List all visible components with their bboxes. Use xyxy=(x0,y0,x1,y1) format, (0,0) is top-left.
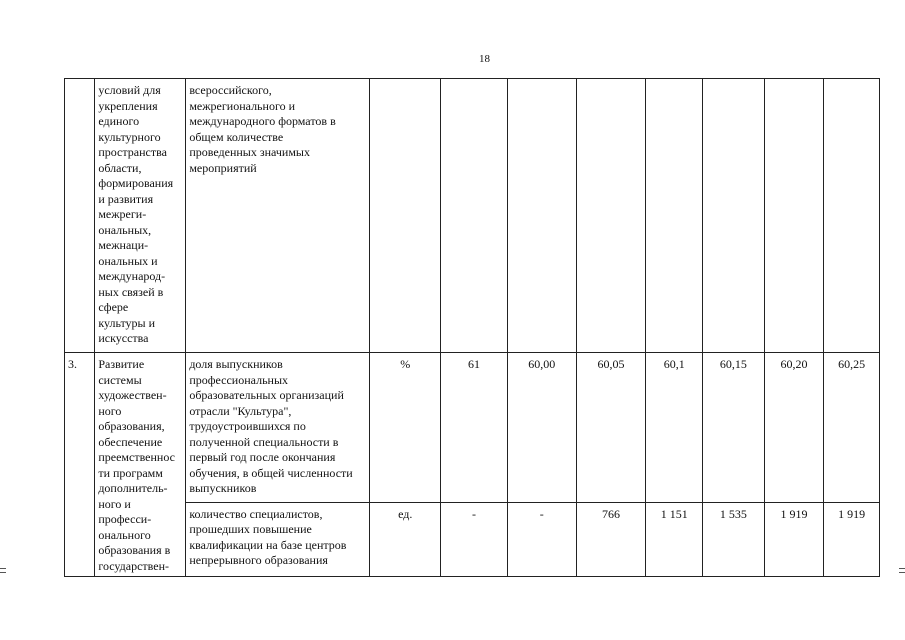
table-row-3-indicator-1 xyxy=(65,353,880,503)
value-cell: - xyxy=(441,502,508,577)
value-cell: - xyxy=(507,502,576,577)
unit-cell xyxy=(370,79,441,353)
value-cell: 1 151 xyxy=(646,502,703,577)
value-cell xyxy=(576,79,646,353)
scan-edge-mark-left xyxy=(0,568,6,573)
indicator-table xyxy=(64,78,880,577)
indicator-cell: доля выпускников профессиональных образовательных организаций отрасли "Культура", трудоустроившихся по полученной специальности в первый год после окончания обучения, в общей численности выпускников xyxy=(186,353,370,503)
unit-cell: % xyxy=(370,353,441,503)
value-cell xyxy=(764,79,824,353)
value-cell: 60,15 xyxy=(703,353,765,503)
value-cell: 60,20 xyxy=(764,353,824,503)
value-cell: 60,25 xyxy=(824,353,880,503)
value-cell: 1 535 xyxy=(703,502,765,577)
value-cell: 60,05 xyxy=(576,353,646,503)
value-cell xyxy=(646,79,703,353)
row-index-cell xyxy=(65,79,95,353)
value-cell: 1 919 xyxy=(824,502,880,577)
scan-edge-mark-right xyxy=(899,568,905,573)
value-cell xyxy=(703,79,765,353)
value-cell: 766 xyxy=(576,502,646,577)
value-cell xyxy=(441,79,508,353)
value-cell: 61 xyxy=(441,353,508,503)
value-cell xyxy=(507,79,576,353)
value-cell: 1 919 xyxy=(764,502,824,577)
table-row-3-indicator-2 xyxy=(65,502,880,577)
goal-cell: условий для укрепления единого культурного пространства области, формирования и развития межреги- ональных, межнаци- ональных и международ- ных связей в сфере культуры и искусства xyxy=(95,79,186,353)
table-row-continuation xyxy=(65,79,880,353)
indicator-cell: всероссийского, межрегионального и международного форматов в общем количестве проведенных значимых мероприятий xyxy=(186,79,370,353)
goal-cell: Развитие системы художествен- ного образования, обеспечение преемственнос ти программ дополнитель- ного и професси- онального образования в государствен- xyxy=(95,353,186,577)
row-index-cell: 3. xyxy=(65,353,95,577)
indicator-cell: количество специалистов, прошедших повышение квалификации на базе центров непрерывного образования xyxy=(186,502,370,577)
value-cell: 60,00 xyxy=(507,353,576,503)
value-cell xyxy=(824,79,880,353)
unit-cell: ед. xyxy=(370,502,441,577)
value-cell: 60,1 xyxy=(646,353,703,503)
page-number: 18 xyxy=(479,53,490,65)
